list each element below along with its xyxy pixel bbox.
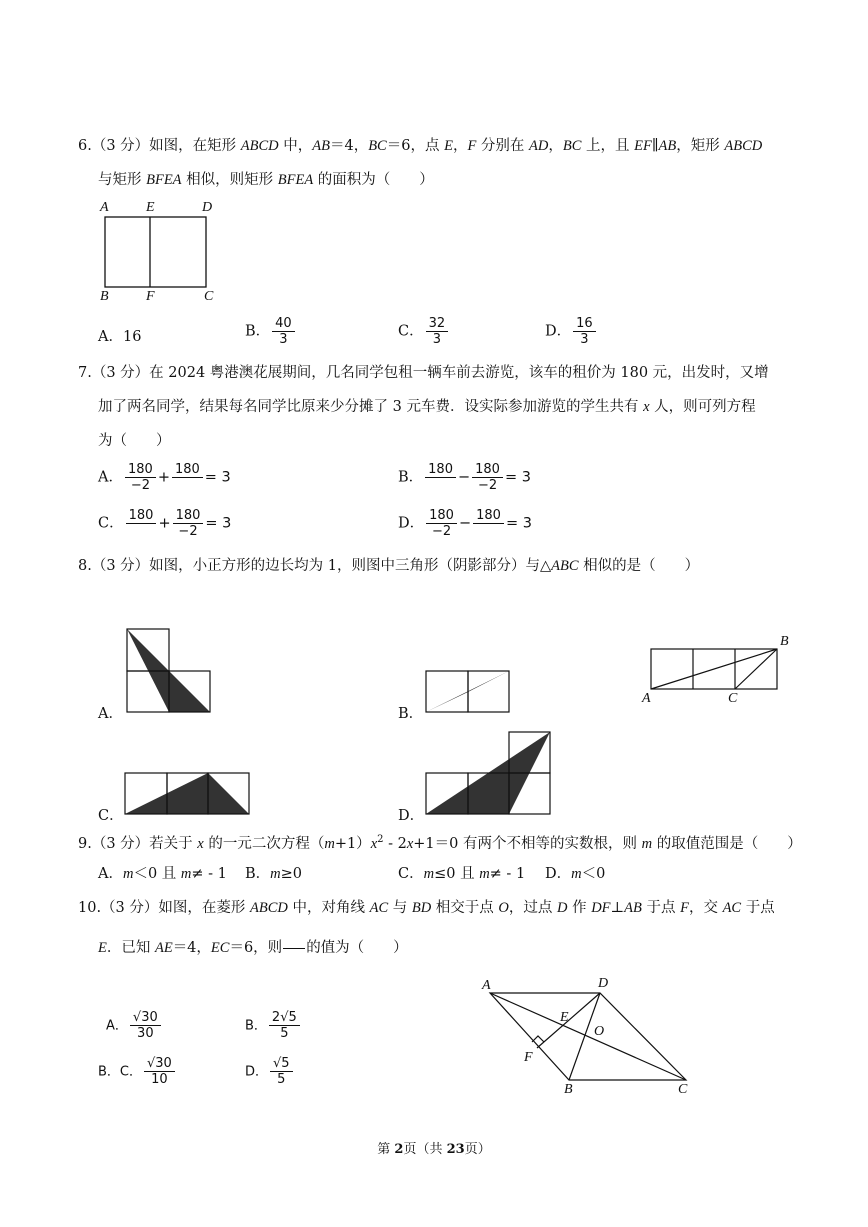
q6-line1: 6.（3 分）如图，在矩形 ABCD 中，AB＝4，BC＝6，点 E，F 分别在 AD，BC 上，且 EF∥AB，矩形 ABCD — [78, 138, 763, 154]
q8-option-d-figure — [425, 731, 555, 817]
q10-label-a: A — [482, 978, 491, 993]
q6-option-d[interactable]: D． $\frac{16}{3}$ — [545, 316, 598, 347]
q7-line3: 为（ ） — [98, 433, 171, 449]
q10-label-o: O — [594, 1024, 605, 1039]
q9-option-d[interactable]: D．m＜0 — [545, 866, 606, 882]
q10-fraction-blank — [283, 947, 305, 949]
page-footer: 第 2页（共 23页） — [377, 1142, 491, 1157]
q8-ref-label-c: C — [728, 691, 738, 706]
q8-ref-label-b: B — [780, 634, 789, 649]
q10-label-f: F — [524, 1050, 533, 1065]
q8-option-c-figure — [124, 772, 254, 817]
q6-label-e: E — [146, 200, 155, 215]
q10-option-a[interactable]: A． $\frac{√30}{30}$ — [106, 1010, 163, 1041]
q6-option-c[interactable]: C． $\frac{32}{3}$ — [398, 316, 450, 347]
q8-reference-figure — [640, 640, 800, 710]
q7-option-a[interactable]: A． $\frac{180}{-2}$ + 180 = 3 — [98, 462, 231, 493]
q10-label-d: D — [598, 976, 609, 991]
q7-option-b[interactable]: B． 180 − $\frac{180}{-2}$ = 3 — [398, 462, 531, 493]
q6-label-d: D — [202, 200, 213, 215]
q7-option-d[interactable]: D． $\frac{180}{-2}$ − 180 = 3 — [398, 508, 532, 539]
q7-line1: 7.（3 分）在 2024 粤港澳花展期间，几名同学包租一辆车前去游览，该车的租价为 180 元，出发时，又增 — [78, 365, 769, 381]
q10-option-c[interactable]: B．C． $\frac{√30}{10}$ — [98, 1056, 177, 1087]
q6-label-b: B — [100, 289, 109, 304]
q6-label-c: C — [204, 289, 214, 304]
q8-option-b-figure — [425, 670, 515, 715]
q10-label-c: C — [678, 1082, 688, 1097]
q8-option-c[interactable]: C． — [98, 808, 124, 824]
q8-option-d[interactable]: D． — [398, 808, 425, 824]
q8-option-a[interactable]: A． — [98, 706, 123, 722]
q10-option-b[interactable]: B． $\frac{2√5}{5}$ — [245, 1010, 302, 1041]
q10-option-d[interactable]: D． $\frac{√5}{5}$ — [245, 1056, 295, 1087]
q8-option-b[interactable]: B． — [398, 706, 424, 722]
q6-label-f: F — [146, 289, 155, 304]
q6-option-b[interactable]: B． $\frac{40}{3}$ — [245, 316, 297, 347]
q9-option-c[interactable]: C．m≤0 且 m≠ - 1 — [398, 866, 526, 882]
q6-option-a[interactable]: A．16 — [98, 329, 142, 345]
q8-option-a-figure — [126, 628, 216, 718]
q9-stem: 9.（3 分）若关于 x 的一元二次方程$(m+1)x^2 - 2x+1=0$ 有两个不相等的实数根，则 m 的取值范围是（ ） — [78, 834, 802, 852]
q9-option-b[interactable]: B．m≥0 — [245, 866, 303, 882]
q6-line2: 与矩形 BFEA 相似，则矩形 BFEA 的面积为（ ） — [98, 172, 434, 188]
q10-line1: 10.（3 分）如图，在菱形 ABCD 中，对角线 AC 与 BD 相交于点 O，过点 D 作 DF⊥AB 于点 F，交 AC 于点 — [78, 900, 775, 916]
q7-line2: 加了两名同学，结果每名同学比原来少分摊了 3 元车费．设实际参加游览的学生共有 x 人，则可列方程 — [98, 399, 756, 415]
q10-label-e: E — [560, 1010, 569, 1025]
q10-rhombus-figure — [480, 978, 700, 1098]
q10-line2: E．已知 AE＝4，EC＝6，则 的值为（ ） — [98, 940, 408, 956]
q7-option-c[interactable]: C． 180 + $\frac{180}{-2}$ = 3 — [98, 508, 232, 539]
q10-label-b: B — [564, 1082, 573, 1097]
q8-ref-label-a: A — [642, 691, 651, 706]
q9-option-a[interactable]: A．m＜0 且 m≠ - 1 — [98, 866, 227, 882]
q8-stem: 8.（3 分）如图，小正方形的边长均为 1，则图中三角形（阴影部分）与△ABC 相似的是（ ） — [78, 558, 700, 574]
q6-label-a: A — [100, 200, 109, 215]
